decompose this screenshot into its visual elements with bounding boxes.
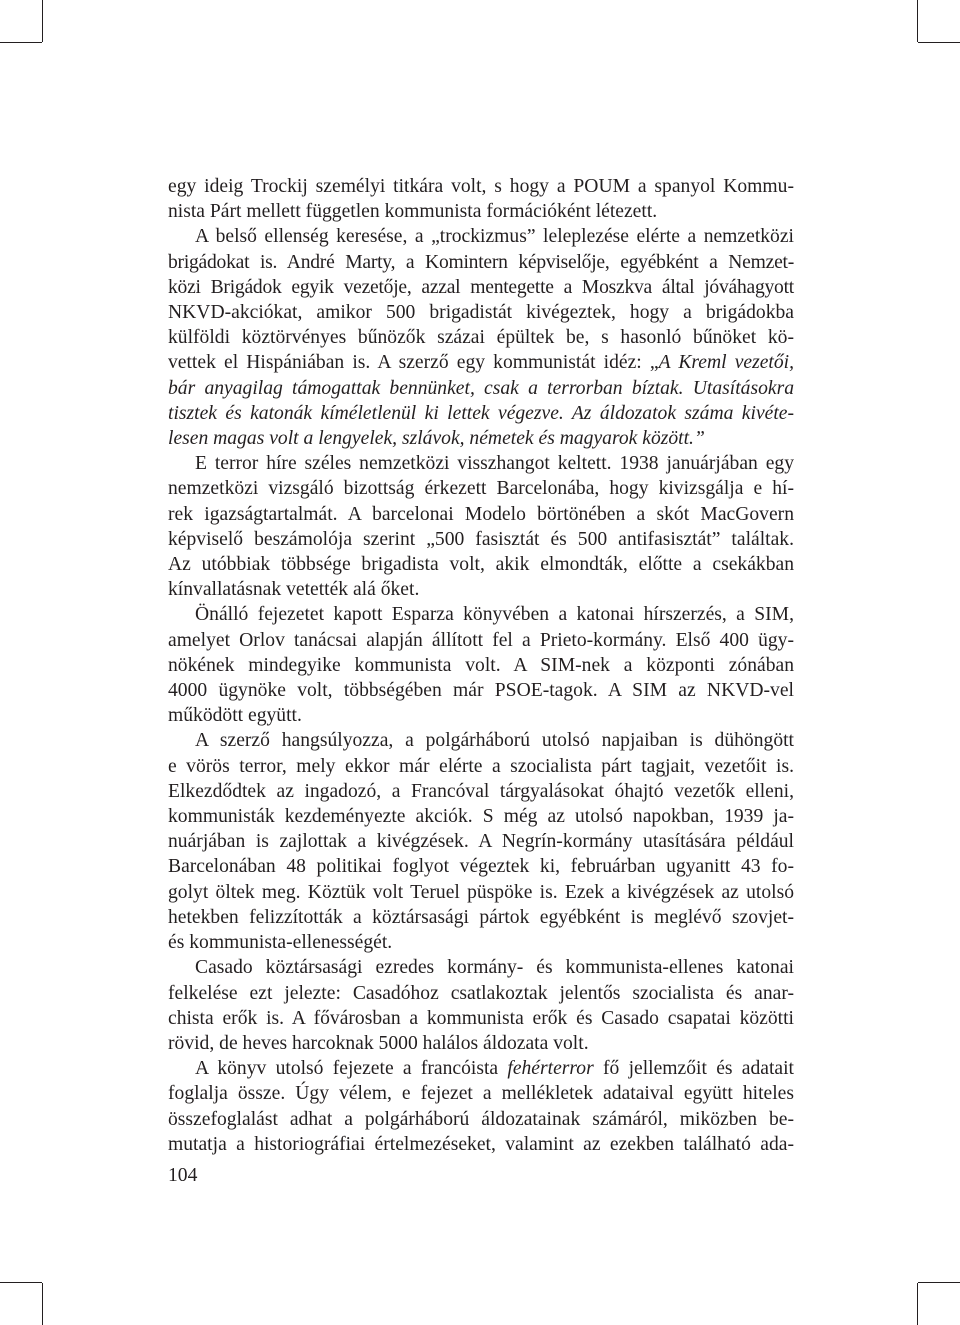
text-line: egy ideig Trockij személyi titkára volt, s hogy a POUM a spanyol Kommu- [168, 176, 794, 197]
text-line: Casado köztársasági ezredes kormány- és kommunista-ellenes katonai [195, 957, 794, 979]
crop-mark-top-left-vertical [42, 0, 43, 42]
text-line: E terror híre széles nemzetközi visszhangot keltett. 1938 januárjában egy [195, 453, 794, 475]
text-line: lesen magas volt a lengyelek, szlávok, németek és magyarok között.” [168, 428, 705, 450]
crop-mark-bottom-right-horizontal [918, 1282, 960, 1283]
text-line: e vörös terror, mely ekkor már elérte a szocialista párt tagjait, vezetőit is. [168, 755, 794, 777]
text-line: A szerző hangsúlyozza, a polgárháború utolsó napjaiban is dühöngött [195, 730, 794, 752]
text-line: kínvallatásnak vetették alá őket. [168, 579, 420, 601]
text-line: rövid, de heves harcoknak 5000 halálos áldozata volt. [168, 1032, 589, 1054]
text-line: nista Párt mellett független kommunista formációként létezett. [168, 201, 658, 223]
crop-mark-bottom-left-horizontal [0, 1282, 42, 1283]
crop-mark-top-right-horizontal [918, 42, 960, 43]
text-line: felkelése ezt jelezte: Casadóhoz csatlakoztak jelentős szocialista és anar- [168, 982, 794, 1004]
text-line: kommunisták kezdeményezte akciók. S még az utolsó napokban, 1939 ja- [168, 806, 794, 828]
text-line: A könyv utolsó fejezete a francóista fehérterror fő jellemzőit és adatait [195, 1058, 794, 1080]
text-line: Elkezdődtek az ingadozó, a Francóval tárgyalásokat óhajtó vezetők elleni, [168, 780, 794, 802]
text-line: Önálló fejezetet kapott Esparza könyvében a katonai hírszerzés, a SIM, [195, 604, 794, 626]
crop-mark-bottom-left-vertical [42, 1283, 43, 1325]
text-line: nuárjában is zajlottak a kivégzések. A Negrín-kormány utasítására például [168, 831, 794, 853]
page-number: 104 [168, 1165, 198, 1186]
text-line: bár anyagilag támogattak bennünket, csak a terrorban bíztak. Utasításokra [168, 377, 794, 399]
text-line: NKVD-akciókat, amikor 500 brigadistát kivégeztek, hogy a brigádokba [168, 302, 794, 324]
text-line: képviselő beszámolója szerint „500 fasisztát és 500 antifasisztát” találtak. [168, 528, 794, 550]
text-line: és kommunista-ellenességét. [168, 932, 393, 954]
text-line: közi Brigádok egyik vezetője, azzal mentegette a Moszkva által jóváhagyott [168, 276, 794, 298]
text-line: összefoglalást adhat a polgárháború áldozatainak számáról, miközben be- [168, 1108, 794, 1130]
text-line: külföldi köztörvényes bűnözők százai épültek be, s hasonló bűnöket kö- [168, 327, 794, 349]
text-line: vettek el Hispániában is. A szerző egy kommunistát idéz: „A Kreml vezetői, [168, 352, 795, 374]
text-line: működött együtt. [168, 705, 302, 727]
text-line: brigádokat is. André Marty, a Komintern képviselője, egyébként a Nemzet- [168, 251, 794, 273]
text-line: rek igazságtartalmát. A barcelonai Modelo börtönében a skót MacGovern [168, 503, 794, 525]
crop-mark-top-right-vertical [917, 0, 918, 42]
text-line: foglalja össze. Úgy vélem, e fejezet a mellékletek adataival együtt hiteles [168, 1083, 794, 1105]
text-line: Barcelonában 48 politikai foglyot végeztek ki, februárban ugyanitt 43 fo- [168, 856, 794, 878]
text-line: mutatja a historiográfiai értelmezéseket, valamint az ezekben található ada- [168, 1133, 794, 1155]
text-line: nemzetközi vizsgáló bizottság érkezett Barcelonába, hogy kivizsgálja e hí- [168, 478, 794, 500]
text-line: hetekben felizzították a köztársasági pártok egyébként is meglévő szovjet- [168, 906, 794, 928]
body-text [168, 174, 794, 1157]
crop-mark-top-left-horizontal [0, 42, 42, 43]
text-line: amelyet Orlov tanácsai alapján állított fel a Prieto-kormány. Első 400 ügy- [168, 629, 794, 651]
text-line: chista erők is. A fővárosban a kommunista erők és Casado csapatai közötti [168, 1007, 794, 1029]
text-line: A belső ellenség keresése, a „trockizmus” leleplezése elérte a nemzetközi [195, 226, 794, 248]
text-line: tisztek és katonák kíméletlenül ki lettek végezve. Az áldozatok száma kivéte- [168, 402, 794, 424]
text-line: 4000 ügynöke volt, többségében már PSOE-tagok. A SIM az NKVD-vel [168, 680, 794, 702]
text-line: nökének mindegyike kommunista volt. A SIM-nek a központi zónában [168, 654, 794, 676]
crop-mark-bottom-right-vertical [917, 1283, 918, 1325]
text-line: Az utóbbiak többsége brigadista volt, akik elmondták, előtte a csekákban [168, 554, 794, 576]
text-line: golyt öltek meg. Köztük volt Teruel püspöke is. Ezek a kivégzések az utolsó [168, 881, 794, 903]
